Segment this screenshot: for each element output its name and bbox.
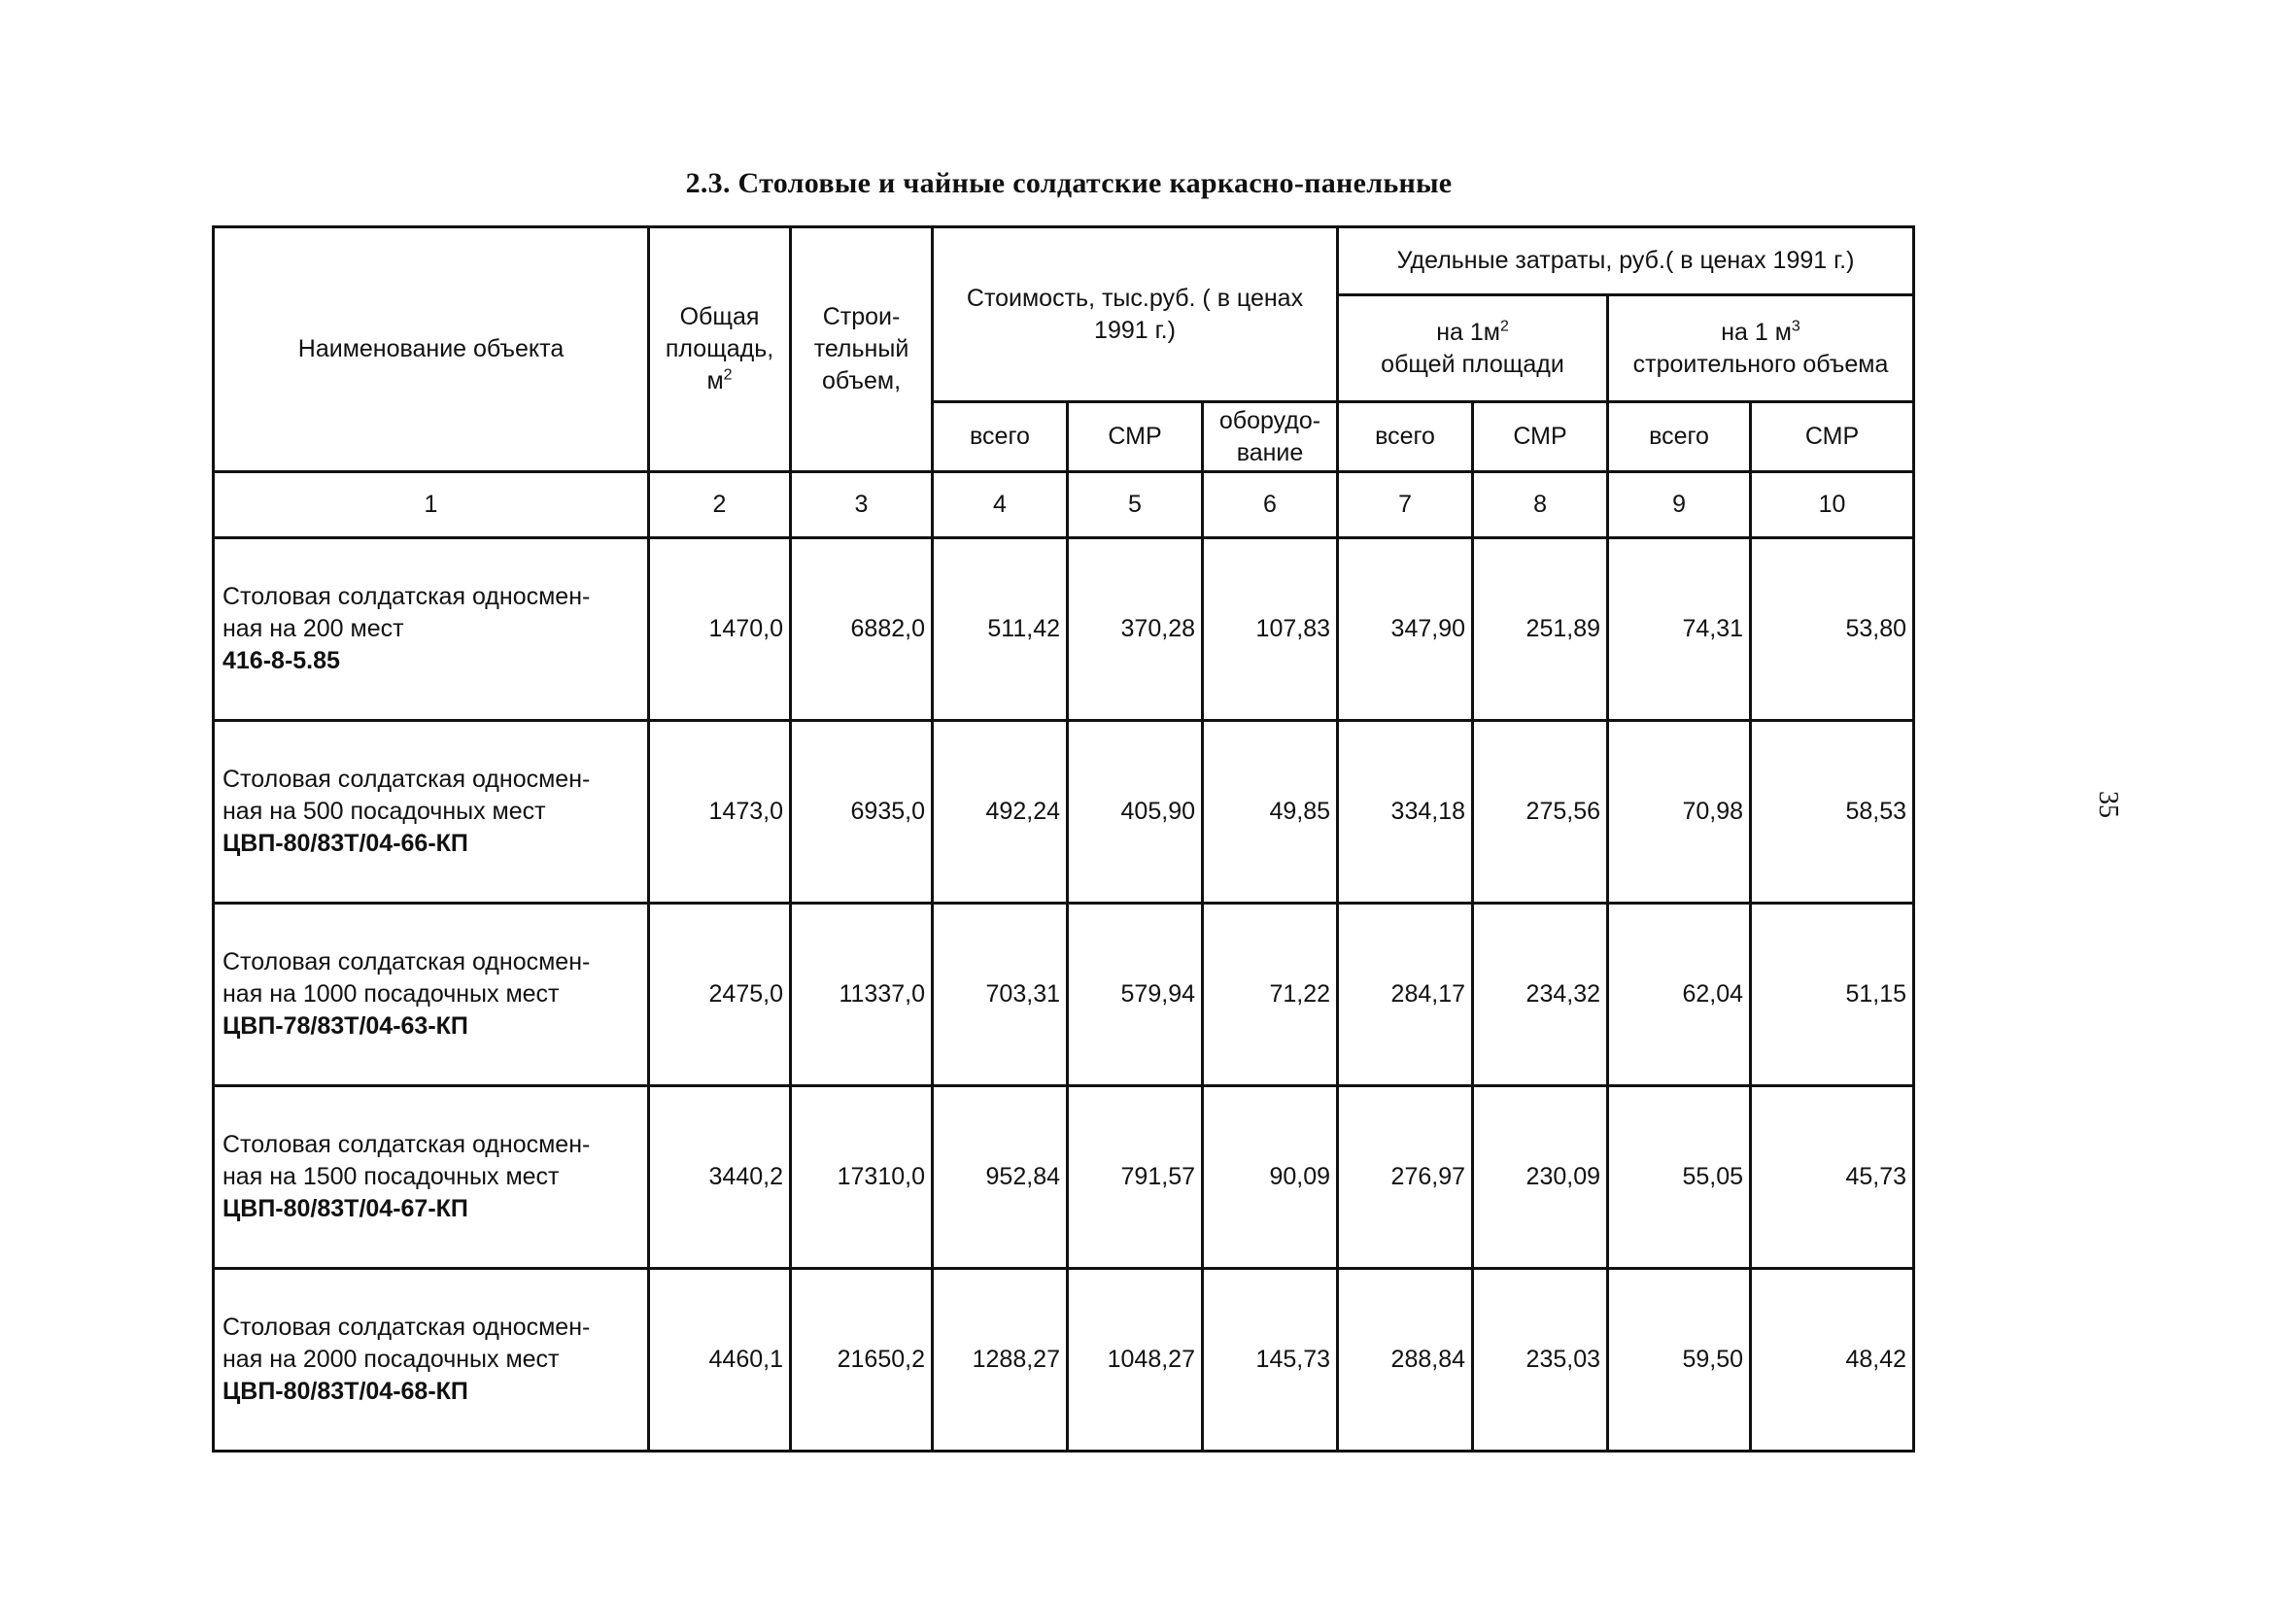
header-per-m2-rest: общей площади <box>1381 350 1564 378</box>
header-name: Наименование объекта <box>214 227 649 472</box>
value-cell: 284,17 <box>1338 904 1473 1086</box>
value-cell: 276,97 <box>1338 1086 1473 1269</box>
value-cell: 1473,0 <box>649 721 791 904</box>
subheader-cell: СМР <box>1473 402 1608 472</box>
subheader-cell: СМР <box>1751 402 1914 472</box>
value-cell: 235,03 <box>1473 1269 1608 1452</box>
value-cell: 145,73 <box>1203 1269 1338 1452</box>
object-name-line: ЦВП-80/83Т/04-68-КП <box>223 1378 468 1405</box>
column-number: 1 <box>214 472 649 538</box>
value-cell: 55,05 <box>1608 1086 1751 1269</box>
column-number: 10 <box>1751 472 1914 538</box>
value-cell: 58,53 <box>1751 721 1914 904</box>
value-cell: 1288,27 <box>933 1269 1068 1452</box>
value-cell: 45,73 <box>1751 1086 1914 1269</box>
column-number-row <box>214 472 1914 538</box>
header-per-m3-label: на 1 м <box>1721 318 1792 346</box>
table-row <box>214 721 1914 904</box>
value-cell: 11337,0 <box>791 904 933 1086</box>
column-number: 8 <box>1473 472 1608 538</box>
column-number: 9 <box>1608 472 1751 538</box>
value-cell: 2475,0 <box>649 904 791 1086</box>
page-number: 35 <box>2093 791 2123 818</box>
value-cell: 405,90 <box>1068 721 1203 904</box>
table-title: 2.3. Столовые и чайные солдатские каркасно-панельные <box>685 167 1453 199</box>
value-cell: 62,04 <box>1608 904 1751 1086</box>
object-name-line: Столовая солдатская односмен- <box>223 948 591 975</box>
object-name-line: ная на 2000 посадочных мест <box>223 1346 560 1373</box>
object-name-line: ная на 1500 посадочных мест <box>223 1163 560 1190</box>
value-cell: 51,15 <box>1751 904 1914 1086</box>
value-cell: 1048,27 <box>1068 1269 1203 1452</box>
header-per-m3-exp: 3 <box>1791 318 1800 335</box>
value-cell: 4460,1 <box>649 1269 791 1452</box>
value-cell: 952,84 <box>933 1086 1068 1269</box>
object-name-line: ЦВП-80/83Т/04-66-КП <box>223 830 468 857</box>
header-per-m2-exp: 2 <box>1499 318 1509 335</box>
value-cell: 275,56 <box>1473 721 1608 904</box>
subheader-cell: СМР <box>1068 402 1203 472</box>
value-cell: 107,83 <box>1203 538 1338 721</box>
header-area-label: Общая площадь, <box>665 303 774 362</box>
subheader-cell: оборудо-вание <box>1203 402 1338 472</box>
object-name-line: Столовая солдатская односмен- <box>223 583 591 610</box>
header-area-unit: м <box>706 367 724 394</box>
header-specific: Удельные затраты, руб.( в ценах 1991 г.) <box>1338 227 1914 295</box>
table-row <box>214 538 1914 721</box>
object-name-line: ная на 1000 посадочных мест <box>223 980 560 1008</box>
value-cell: 1470,0 <box>649 538 791 721</box>
object-name-line: Столовая солдатская односмен- <box>223 1314 591 1341</box>
column-number: 3 <box>791 472 933 538</box>
object-name-line: ная на 200 мест <box>223 615 404 642</box>
header-per-m2 <box>1338 295 1608 402</box>
value-cell: 74,31 <box>1608 538 1751 721</box>
object-name-line: ЦВП-80/83Т/04-67-КП <box>223 1195 468 1222</box>
object-name-line: Столовая солдатская односмен- <box>223 1131 591 1158</box>
header-per-m2-label: на 1м <box>1436 318 1500 346</box>
value-cell: 6882,0 <box>791 538 933 721</box>
header-per-m3-rest: строительного объема <box>1632 350 1889 378</box>
table-body <box>214 538 1914 1452</box>
value-cell: 53,80 <box>1751 538 1914 721</box>
column-number: 4 <box>933 472 1068 538</box>
object-name-line: 416-8-5.85 <box>223 647 340 674</box>
value-cell: 48,42 <box>1751 1269 1914 1452</box>
header-volume: Строи-тельный объем, <box>791 227 933 472</box>
object-name <box>214 1086 649 1269</box>
object-name <box>214 721 649 904</box>
value-cell: 347,90 <box>1338 538 1473 721</box>
value-cell: 288,84 <box>1338 1269 1473 1452</box>
value-cell: 492,24 <box>933 721 1068 904</box>
value-cell: 49,85 <box>1203 721 1338 904</box>
value-cell: 370,28 <box>1068 538 1203 721</box>
column-number: 7 <box>1338 472 1473 538</box>
value-cell: 511,42 <box>933 538 1068 721</box>
value-cell: 230,09 <box>1473 1086 1608 1269</box>
object-name <box>214 904 649 1086</box>
value-cell: 21650,2 <box>791 1269 933 1452</box>
value-cell: 579,94 <box>1068 904 1203 1086</box>
value-cell: 17310,0 <box>791 1086 933 1269</box>
header-per-m3 <box>1608 295 1914 402</box>
value-cell: 791,57 <box>1068 1086 1203 1269</box>
value-cell: 234,32 <box>1473 904 1608 1086</box>
table-row <box>214 1269 1914 1452</box>
subheader-cell: всего <box>1608 402 1751 472</box>
column-number: 5 <box>1068 472 1203 538</box>
object-name-line: ЦВП-78/83Т/04-63-КП <box>223 1012 468 1040</box>
object-name <box>214 538 649 721</box>
column-number: 2 <box>649 472 791 538</box>
cost-table <box>212 225 1915 1453</box>
value-cell: 71,22 <box>1203 904 1338 1086</box>
object-name-line: Столовая солдатская односмен- <box>223 766 591 793</box>
value-cell: 70,98 <box>1608 721 1751 904</box>
value-cell: 334,18 <box>1338 721 1473 904</box>
object-name-line: ная на 500 посадочных мест <box>223 798 546 825</box>
table-row <box>214 904 1914 1086</box>
header-cost: Стоимость, тыс.руб. ( в ценах 1991 г.) <box>933 227 1338 402</box>
column-number: 6 <box>1203 472 1338 538</box>
header-area <box>649 227 791 472</box>
object-name <box>214 1269 649 1452</box>
value-cell: 59,50 <box>1608 1269 1751 1452</box>
subheader-cell: всего <box>933 402 1068 472</box>
header-area-exp: 2 <box>723 366 733 384</box>
value-cell: 90,09 <box>1203 1086 1338 1269</box>
value-cell: 3440,2 <box>649 1086 791 1269</box>
table-row <box>214 1086 1914 1269</box>
value-cell: 703,31 <box>933 904 1068 1086</box>
value-cell: 6935,0 <box>791 721 933 904</box>
value-cell: 251,89 <box>1473 538 1608 721</box>
subheader-cell: всего <box>1338 402 1473 472</box>
